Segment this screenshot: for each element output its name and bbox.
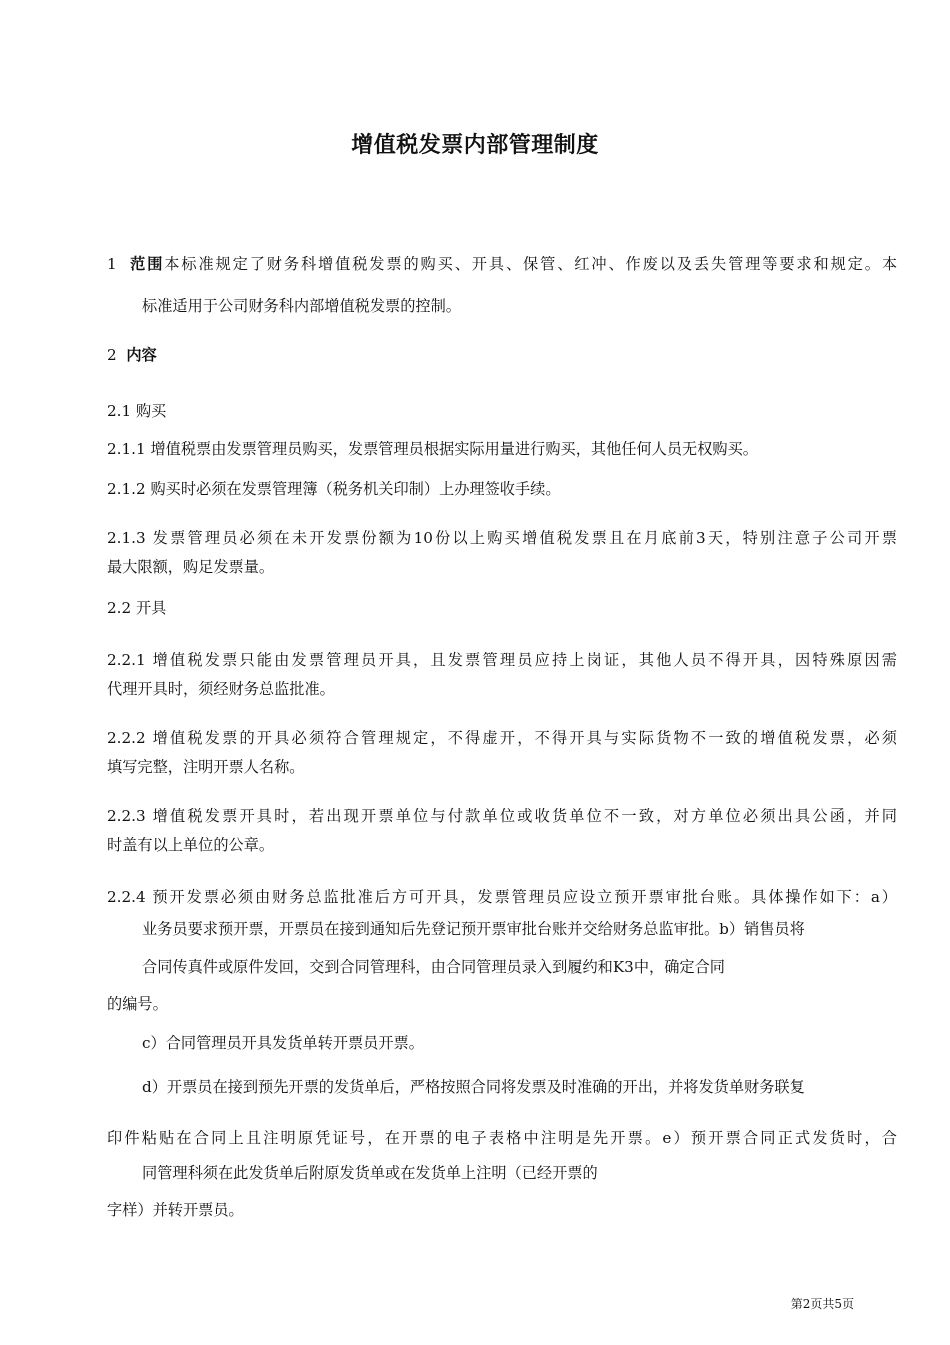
section-2-2-4-line-3: 合同传真件或原件发回，交到合同管理科，由合同管理员录入到履约和K3中，确定合同 (142, 958, 725, 976)
section-2-2-4-line-5: c）合同管理员开具发货单转开票员开票。 (142, 1034, 424, 1052)
section-2-heading-line (107, 345, 157, 365)
section-2-2-4-line-9: 字样）并转开票员。 (107, 1201, 244, 1219)
section-2-2-4-line-2: 业务员要求预开票，开票员在接到通知后先登记预开票审批台账并交给财务总监审批。b）销售员将 (142, 920, 805, 938)
section-2-2-4-line-8: 同管理科须在此发货单后附原发货单或在发货单上注明（已经开票的 (142, 1164, 598, 1182)
document-title: 增值税发票内部管理制度 (351, 133, 599, 158)
section-2-heading: 内容 (126, 346, 157, 364)
section-2-2-1-line-1: 2.2.1 增值税发票只能由发票管理员开具，且发票管理员应持上岗证，其他人员不得开具，因特殊原因需 (107, 651, 897, 669)
section-1-line-2: 标准适用于公司财务科内部增值税发票的控制。 (142, 297, 461, 315)
section-2-2-4-line-4: 的编号。 (107, 995, 168, 1013)
section-2-number: 2 (107, 346, 117, 364)
section-2-2-3-line-1: 2.2.3 增值税发票开具时，若出现开票单位与付款单位或收货单位不一致，对方单位必须出具公函，并同 (107, 807, 897, 825)
section-2-2-4-line-1: 2.2.4 预开发票必须由财务总监批准后方可开具，发票管理员应设立预开票审批台账。具体操作如下：a） (107, 888, 897, 906)
section-2-1-heading: 2.1 购买 (107, 402, 167, 420)
section-2-2-heading: 2.2 开具 (107, 599, 167, 617)
section-2-1-3-line-1: 2.1.3 发票管理员必须在未开发票份额为10份以上购买增值税发票且在月底前3天，特别注意子公司开票 (107, 529, 897, 547)
section-1-number: 1 (107, 255, 117, 273)
section-1-heading: 范围 (130, 255, 165, 273)
section-2-1-3-line-2: 最大限额，购足发票量。 (107, 558, 275, 576)
section-2-2-4-line-6: d）开票员在接到预先开票的发货单后，严格按照合同将发票及时准确的开出，并将发货单财务联复 (142, 1078, 805, 1096)
section-2-2-2-line-1: 2.2.2 增值税发票的开具必须符合管理规定，不得虚开，不得开具与实际货物不一致的增值税发票，必须 (107, 729, 897, 747)
section-1-line-1 (107, 254, 897, 274)
section-2-1-1: 2.1.1 增值税票由发票管理员购买，发票管理员根据实际用量进行购买，其他任何人员无权购买。 (107, 440, 758, 458)
section-2-2-1-line-2: 代理开具时，须经财务总监批准。 (107, 680, 335, 698)
section-2-2-3-line-2: 时盖有以上单位的公章。 (107, 836, 275, 854)
section-1-text: 本标准规定了财务科增值税发票的购买、开具、保管、红冲、作废以及丢失管理等要求和规定。本 (164, 255, 898, 273)
section-2-1-2: 2.1.2 购买时必须在发票管理簿（税务机关印制）上办理签收手续。 (107, 480, 561, 498)
section-2-2-2-line-2: 填写完整，注明开票人名称。 (107, 758, 305, 776)
page-number: 第2页共5页 (790, 1297, 854, 1311)
section-2-2-4-line-7: 印件粘贴在合同上且注明原凭证号，在开票的电子表格中注明是先开票。e）预开票合同正式发货时，合 (107, 1129, 897, 1147)
